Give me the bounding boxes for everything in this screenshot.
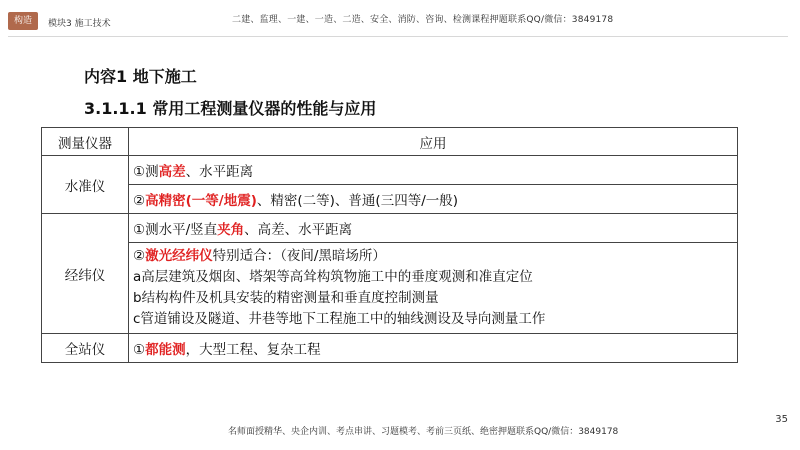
table-row: [42, 243, 738, 334]
table-header-row: [42, 128, 738, 156]
text: 、高差、水平距离: [244, 222, 353, 238]
line: a高层建筑及烟囱、塔架等高耸构筑物施工中的垂度观测和准直定位: [133, 269, 533, 285]
instrument-level: 水准仪: [42, 156, 129, 214]
application-cell: [129, 185, 738, 214]
text: ①测: [133, 164, 159, 180]
text: ，大型工程、复杂工程: [185, 342, 321, 358]
application-cell: [129, 156, 738, 185]
table-row: [42, 214, 738, 243]
page-number: 35: [775, 414, 788, 425]
text: 特别适合：（夜间/黑暗场所）: [212, 248, 386, 264]
text: ②: [133, 193, 146, 209]
text: 、精密(二等)、普通(三四等/一般): [256, 193, 459, 209]
table-row: [42, 334, 738, 363]
highlight-text: 激光经纬仪: [145, 248, 213, 264]
line: c管道铺设及隧道、井巷等地下工程施工中的轴线测设及导向测量工作: [133, 311, 546, 327]
table-row: [42, 185, 738, 214]
text: 、水平距离: [185, 164, 254, 180]
section-title: 3.1.1.1 常用工程测量仪器的性能与应用: [84, 99, 377, 118]
text: ①测水平/竖直: [133, 222, 218, 238]
content-title: 内容1 地下施工: [84, 67, 197, 86]
instrument-total-station: 全站仪: [42, 334, 129, 363]
header-application: 应用: [129, 128, 738, 156]
header-instrument: 测量仪器: [42, 128, 129, 156]
highlight-text: 都能测: [145, 342, 186, 358]
header-divider: [8, 36, 788, 37]
instrument-theodolite: 经纬仪: [42, 214, 129, 334]
application-cell: [129, 243, 738, 334]
application-cell: [129, 334, 738, 363]
application-cell: [129, 214, 738, 243]
footer-contact-note: 名师面授精华、央企内训、考点串讲、习题模考、考前三页纸、绝密押题联系QQ/微信：3849178: [228, 427, 619, 437]
course-logo: 构造: [8, 12, 38, 30]
text: ②: [133, 248, 146, 264]
instrument-table: [41, 127, 738, 363]
line: b结构构件及机具安装的精密测量和垂直度控制测量: [133, 290, 439, 306]
highlight-text: 高精密(一等/地震): [145, 193, 257, 209]
line: [133, 246, 733, 267]
highlight-text: 高差: [158, 164, 186, 180]
table-row: [42, 156, 738, 185]
module-label: 模块3 施工技术: [48, 19, 111, 29]
top-contact-note: 二建、监理、一建、一造、二造、安全、消防、咨询、检测课程押题联系QQ/微信：3849178: [232, 15, 614, 25]
text: ①: [133, 342, 146, 358]
highlight-text: 夹角: [217, 222, 245, 238]
